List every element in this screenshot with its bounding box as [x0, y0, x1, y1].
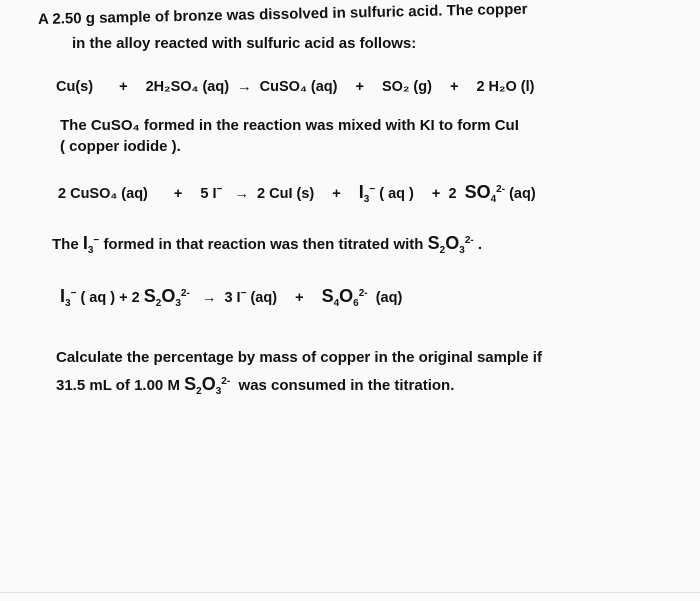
intro-line-2: in the alloy reacted with sulfuric acid as follows: — [72, 35, 417, 52]
eq2-product-1: 2 CuI (s) — [257, 186, 315, 202]
equation-2 — [58, 182, 536, 204]
eq2-reactant-2: 5 I− — [200, 184, 223, 202]
eq1-plus-2: + — [355, 79, 364, 95]
intro-line-1: A 2.50 g sample of bronze was dissolved in sulfuric acid. The copper — [37, 0, 528, 28]
equation-3 — [60, 286, 402, 308]
equation-1 — [56, 77, 534, 97]
eq2-reactant-1: 2 CuSO₄ (aq) — [58, 186, 148, 202]
eq2-product-2: $I_3^-$ ( aq ) — [358, 182, 414, 205]
bottom-divider — [0, 592, 700, 593]
eq1-reactant-1: Cu(s) — [56, 79, 94, 95]
question-thiosulfate: $S_2O_3^{2-}$ — [184, 374, 231, 397]
eq3-reactant-2: 2 $S_2O_3^{2-}$ — [131, 286, 190, 309]
eq3-product-1: 3 I− (aq) — [224, 288, 278, 306]
eq2-product-3: 2 $SO_4^{2-}$ (aq) — [448, 182, 536, 205]
question-line-2: 31.5 mL of 1.00 M $S_2O_3^{2-}$ was consumed in the titration. — [56, 374, 455, 397]
eq1-product-1: CuSO₄ (aq) — [259, 79, 338, 95]
question-line-1: Calculate the percentage by mass of copper in the original sample if — [56, 349, 542, 366]
eq1-reactant-2: 2H₂SO₄ (aq) — [145, 79, 230, 95]
eq1-product-3: 2 H₂O (l) — [476, 79, 535, 95]
thiosulfate-ion: $S_2O_3^{2-}$ — [427, 233, 474, 256]
eq2-plus-1: + — [173, 186, 183, 202]
eq3-arrow: → — [201, 290, 217, 306]
eq2-plus-3: + — [431, 186, 441, 202]
eq2-arrow: → — [234, 186, 249, 202]
paragraph-2-line-1: The CuSO₄ formed in the reaction was mixed with KI to form CuI — [60, 117, 519, 134]
eq1-arrow: → — [237, 79, 252, 95]
triiodide-ion: $I_3^-$ — [82, 233, 100, 256]
eq3-product-2: $S_4O_6^{2-}$ (aq) — [321, 286, 403, 309]
eq1-product-2: SO₂ (g) — [382, 79, 432, 95]
paragraph-3: The $I_3^-$ formed in that reaction was then titrated with $S_2O_3^{2-}$ . — [52, 233, 483, 256]
eq1-plus-3: + — [449, 79, 459, 95]
eq3-plus: + — [295, 290, 304, 306]
eq3-reactant-1: $I_3^-$ ( aq ) + — [60, 286, 128, 309]
paragraph-2-line-2: ( copper iodide ). — [60, 138, 181, 155]
eq2-plus-2: + — [332, 186, 341, 202]
eq1-plus-1: + — [119, 79, 128, 95]
